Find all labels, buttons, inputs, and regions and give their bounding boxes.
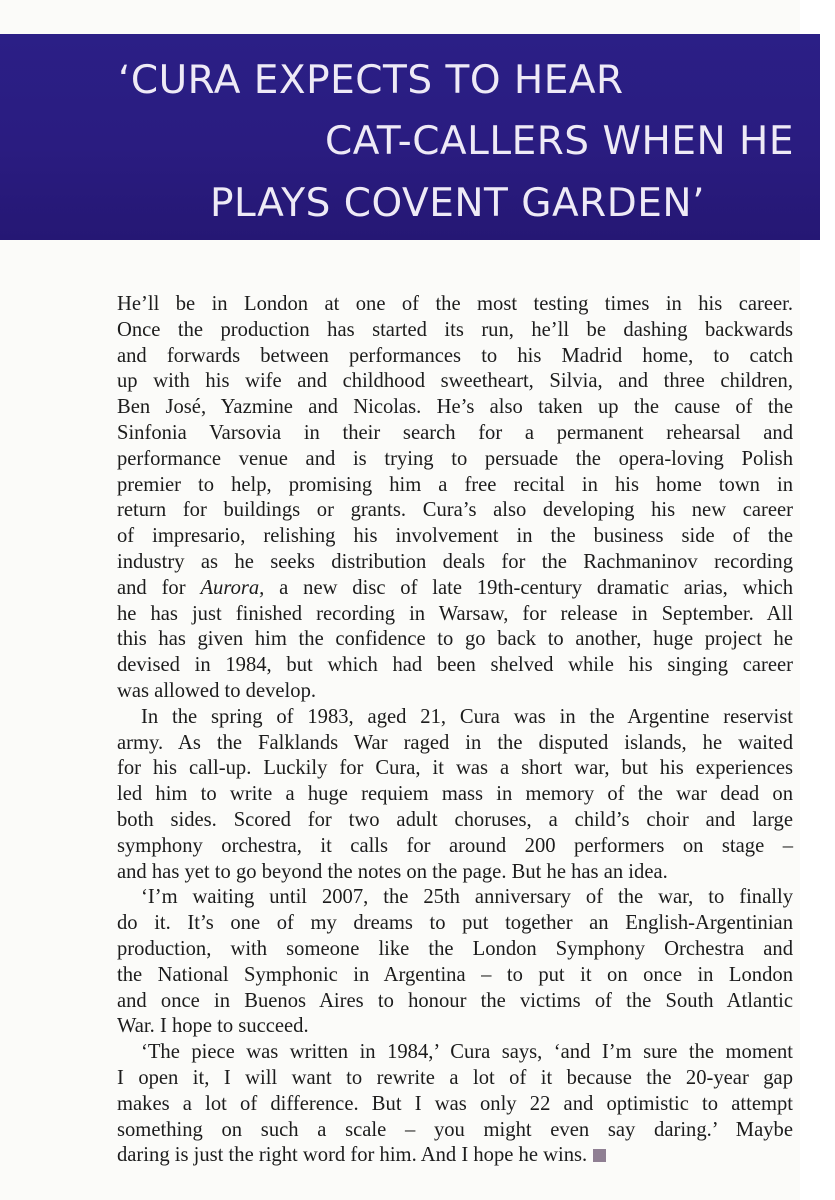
line-text: a new disc of late 19th-century dramatic arias, which — [264, 576, 794, 599]
article-line: do it. It’s one of my dreams to put together an English-Argentinian — [117, 912, 793, 935]
article-line: he has just finished recording in Warsaw, for release in September. All — [117, 602, 793, 625]
article-line — [117, 576, 793, 602]
article-line: both sides. Scored for two adult choruses, a child’s choir and large — [117, 808, 793, 831]
article-paragraph — [117, 292, 793, 705]
article-line: performance venue and is trying to persuade the opera-loving Polish — [117, 447, 793, 470]
article-paragraph — [117, 885, 793, 1040]
article-line: and forwards between performances to his Madrid home, to catch — [117, 344, 793, 367]
pull-quote-line: ‘CURA EXPECTS TO HEAR — [118, 58, 624, 103]
article-line: something on such a scale – you might even say daring.’ Maybe — [117, 1118, 793, 1141]
article-line: up with his wife and childhood sweetheart, Silvia, and three children, — [117, 370, 793, 393]
article-line: symphony orchestra, it calls for around 200 performers on stage – — [117, 834, 793, 857]
article-line: He’ll be in London at one of the most testing times in his career. — [117, 293, 793, 315]
line-text: and for — [117, 576, 201, 599]
page-top-margin — [0, 0, 800, 34]
pull-quote-line: PLAYS COVENT GARDEN’ — [210, 181, 705, 226]
article-line: War. I hope to succeed. — [117, 1015, 309, 1038]
article-line: the National Symphonic in Argentina – to put it on once in London — [117, 963, 793, 986]
article-paragraph — [117, 705, 793, 886]
article-line: industry as he seeks distribution deals for the Rachmaninov recording — [117, 550, 793, 573]
article-line: return for buildings or grants. Cura’s also developing his new career — [117, 499, 793, 522]
article-line: for his call-up. Luckily for Cura, it was a short war, but his experiences — [117, 757, 793, 780]
article-line: devised in 1984, but which had been shelved while his singing career — [117, 654, 793, 677]
end-of-article-mark — [593, 1149, 606, 1162]
article-line: this has given him the confidence to go back to another, huge project he — [117, 628, 793, 651]
article-line: In the spring of 1983, aged 21, Cura was in the Argentine reservist — [141, 705, 793, 728]
article-paragraph — [117, 1040, 793, 1169]
article-line: production, with someone like the London Symphony Orchestra and — [117, 937, 793, 960]
article-line: and once in Buenos Aires to honour the victims of the South Atlantic — [117, 989, 793, 1012]
article-line: Once the production has started its run, he’ll be dashing backwards — [117, 318, 793, 341]
pull-quote-line: CAT-CALLERS WHEN HE — [325, 119, 795, 164]
article-body — [117, 292, 793, 1169]
article-line: of impresario, relishing his involvement in the business side of the — [117, 525, 793, 548]
article-line: daring is just the right word for him. And I hope he wins. — [117, 1143, 793, 1169]
article-line: and has yet to go beyond the notes on the page. But he has an idea. — [117, 860, 668, 883]
article-line: Sinfonia Varsovia in their search for a permanent rehearsal and — [117, 421, 793, 444]
article-line: was allowed to develop. — [117, 679, 317, 702]
article-line: makes a lot of difference. But I was only 22 and optimistic to attempt — [117, 1092, 793, 1115]
album-title: Aurora, — [200, 576, 265, 599]
article-line: ‘The piece was written in 1984,’ Cura says, ‘and I’m sure the moment — [141, 1041, 793, 1064]
pull-quote — [0, 34, 820, 240]
article-line: ‘I’m waiting until 2007, the 25th anniversary of the war, to finally — [141, 886, 793, 909]
article-line: Ben José, Yazmine and Nicolas. He’s also taken up the cause of the — [117, 396, 793, 419]
article-line: army. As the Falklands War raged in the disputed islands, he waited — [117, 731, 793, 754]
article-line: I open it, I will want to rewrite a lot of it because the 20-year gap — [117, 1066, 793, 1089]
article-line: led him to write a huge requiem mass in memory of the war dead on — [117, 783, 793, 806]
article-line: premier to help, promising him a free recital in his home town in — [117, 473, 793, 496]
pull-quote-banner — [0, 34, 820, 240]
